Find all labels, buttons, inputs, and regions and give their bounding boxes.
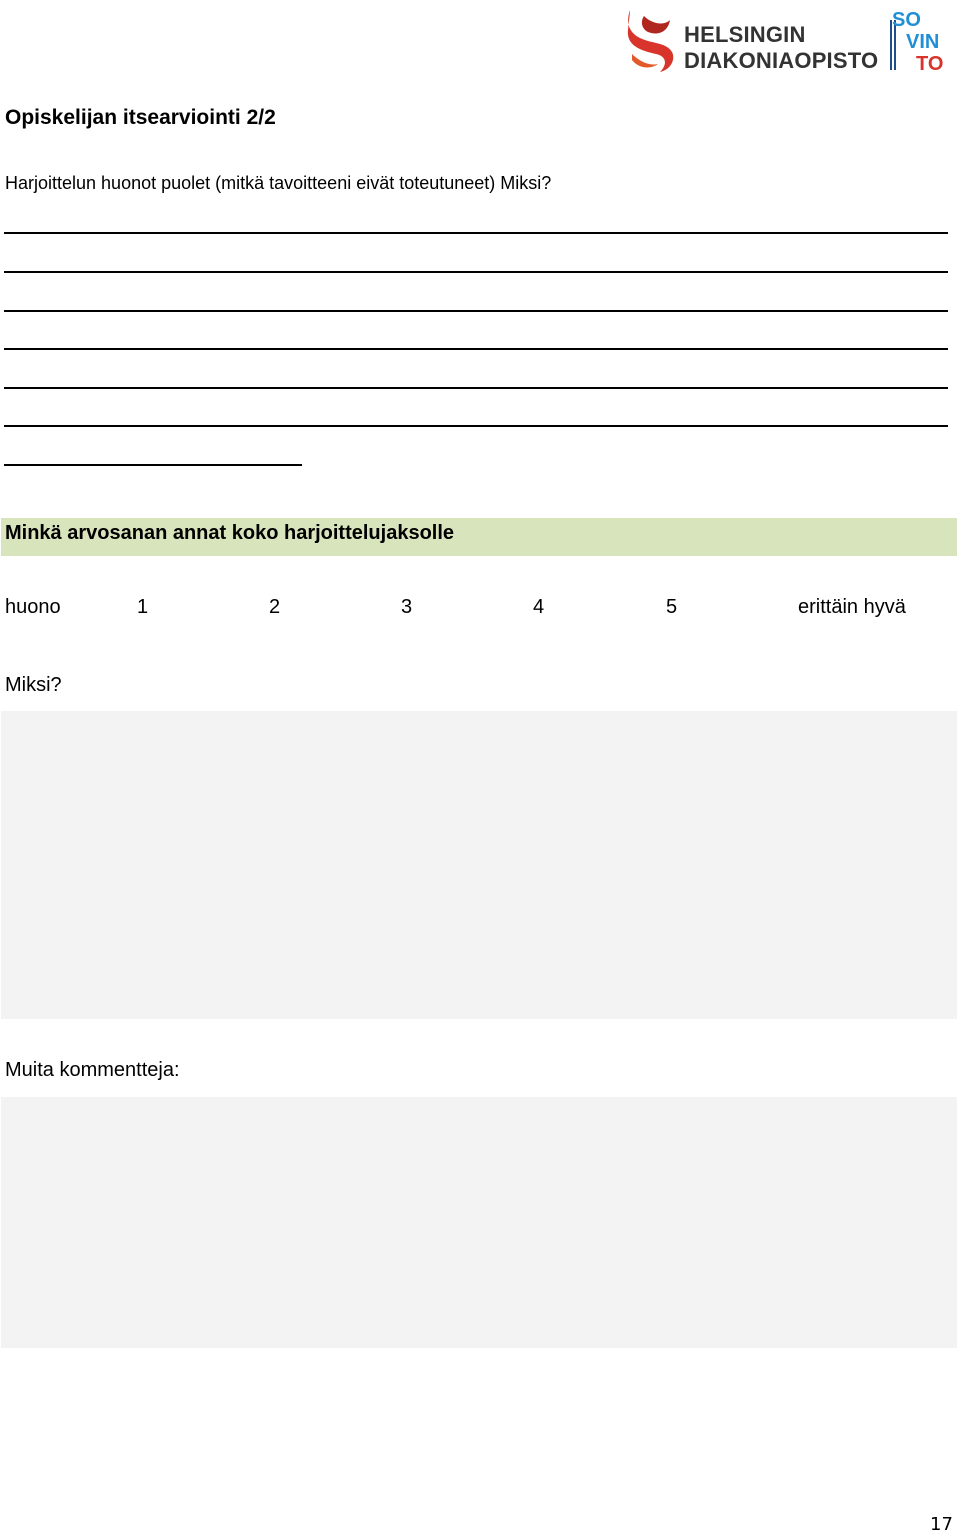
answer-line-5[interactable] (4, 387, 948, 389)
comments-answer-box[interactable] (1, 1097, 957, 1348)
page-title: Opiskelijan itsearviointi 2/2 (5, 106, 276, 129)
hd-logo-line2: DIAKONIAOPISTO (684, 48, 879, 73)
heart-swirl-icon (622, 6, 680, 76)
miksi-answer-box[interactable] (1, 711, 957, 1019)
scale-option-2[interactable]: 2 (269, 596, 281, 618)
answer-line-2[interactable] (4, 271, 948, 273)
helsingin-diakoniaopisto-logo (616, 4, 884, 76)
answer-line-7[interactable] (4, 464, 302, 466)
miksi-label: Miksi? (5, 674, 62, 696)
sovinto-word-1: SO (892, 9, 921, 31)
comments-label: Muita kommentteja: (5, 1059, 180, 1081)
answer-line-1[interactable] (4, 232, 948, 234)
scale-option-5[interactable]: 5 (666, 596, 678, 618)
hd-logo-line1: HELSINGIN (684, 22, 806, 47)
answer-line-4[interactable] (4, 348, 948, 350)
hd-logo-text (684, 22, 878, 74)
scale-label-high: erittäin hyvä (798, 596, 906, 618)
scale-option-1[interactable]: 1 (137, 596, 149, 618)
sovinto-word-2: VIN (906, 31, 940, 53)
question-text: Harjoittelun huonot puolet (mitkä tavoitteeni eivät toteutuneet) Miksi? (5, 173, 552, 193)
grade-heading: Minkä arvosanan annat koko harjoittelujaksolle (5, 522, 455, 544)
answer-line-6[interactable] (4, 425, 948, 427)
scale-label-low: huono (5, 596, 61, 618)
scale-option-3[interactable]: 3 (401, 596, 413, 618)
sovinto-logo (888, 8, 954, 76)
scale-option-4[interactable]: 4 (533, 596, 545, 618)
page-number: 17 (930, 1514, 953, 1535)
answer-line-3[interactable] (4, 310, 948, 312)
sovinto-word-3: TO (916, 53, 944, 75)
